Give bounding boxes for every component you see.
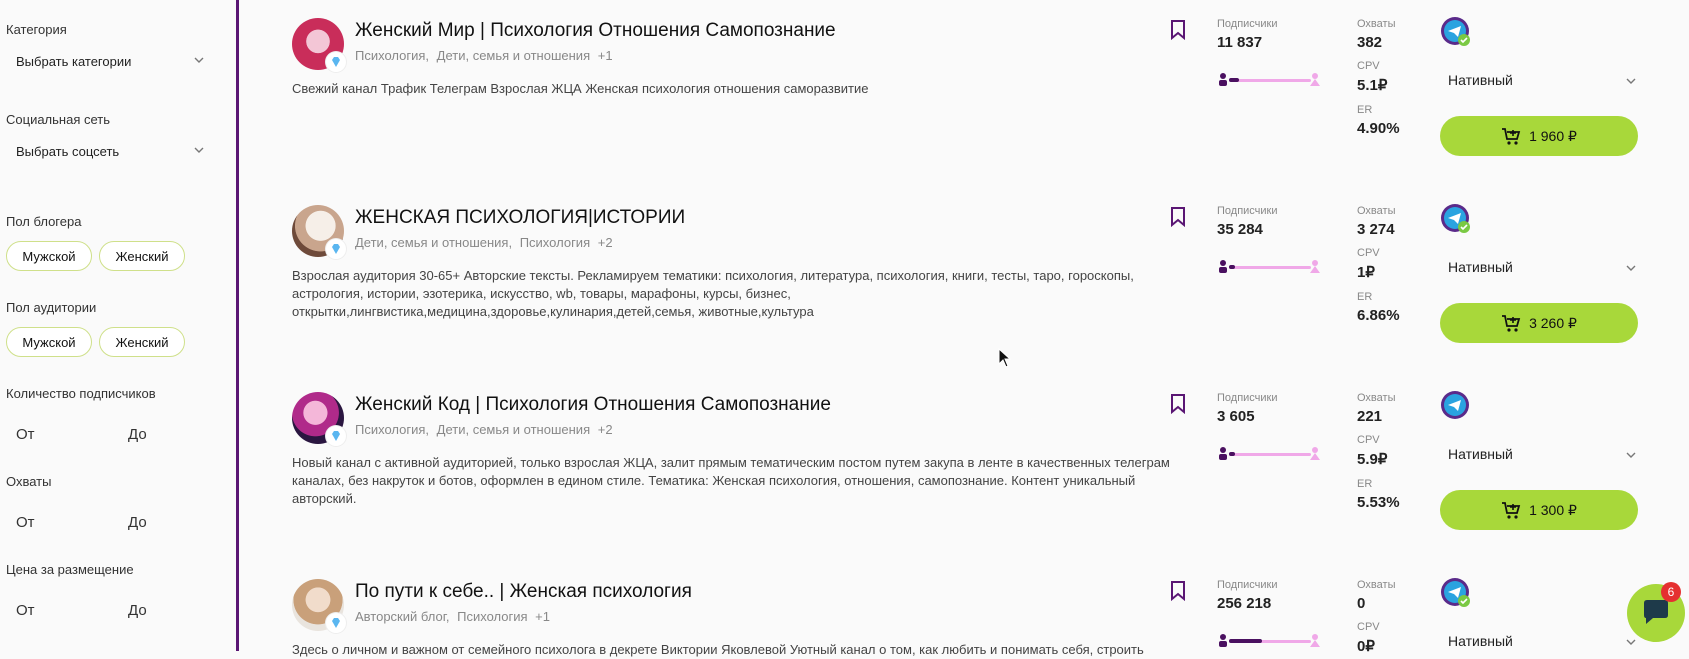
- category-more[interactable]: +2: [597, 235, 613, 250]
- diamond-icon: [326, 426, 346, 446]
- price-value: 3 260 ₽: [1529, 314, 1577, 331]
- audience-gender-bar: [1217, 446, 1321, 460]
- subscribers-value: 256 218: [1217, 595, 1272, 612]
- audience-bar-track: [1229, 266, 1311, 269]
- cpv-label: CPV: [1357, 621, 1380, 633]
- audience-gender-bar: [1217, 633, 1321, 647]
- channel-description: Взрослая аудитория 30-65+ Авторские тексты. Рекламируем тематики: психология, литература, психология, книги, тесты, таро, гороскопы, астрология, истории, эзотерика, искусство, wb, товары, марафоны, курсы, бизнес, открытки,лингвистика,медицина,здоровье,кулинария,детей,семья, животные,культура: [292, 268, 1134, 319]
- add-to-cart-button[interactable]: [1440, 116, 1638, 156]
- reach-filter-label: Охваты: [6, 474, 52, 489]
- format-select[interactable]: [1448, 72, 1638, 88]
- female-icon: [1309, 72, 1321, 86]
- er-value: 6.86%: [1357, 307, 1400, 324]
- subscribers-label: Подписчики: [1217, 392, 1278, 404]
- male-icon: [1217, 72, 1229, 86]
- social-select-value: Выбрать соцсеть: [16, 143, 120, 159]
- category-tag[interactable]: Дети, семья и отношения: [436, 48, 591, 63]
- channel-title[interactable]: По пути к себе.. | Женская психология: [355, 581, 692, 602]
- channel-categories: [355, 422, 617, 437]
- chevron-down-icon: [192, 143, 206, 157]
- category-tag[interactable]: Психология,: [355, 422, 430, 437]
- category-tag[interactable]: Авторский блог,: [355, 609, 450, 624]
- male-icon: [1217, 446, 1229, 460]
- blogger-female-chip[interactable]: Женский: [99, 241, 185, 271]
- reach-value: 221: [1357, 408, 1383, 425]
- avatar[interactable]: [292, 579, 344, 631]
- cpv-value: 1₽: [1357, 264, 1375, 281]
- female-icon: [1309, 446, 1321, 460]
- diamond-icon: [326, 613, 346, 633]
- subscribers-value: 3 605: [1217, 408, 1255, 425]
- audience-bar-track: [1229, 453, 1311, 456]
- mouse-cursor-icon: [998, 348, 1012, 368]
- subscribers-label: Подписчики: [1217, 205, 1278, 217]
- audience-female-chip[interactable]: Женский: [99, 327, 185, 357]
- audience-male-chip[interactable]: Мужской: [6, 327, 92, 357]
- audience-gender-bar: [1217, 72, 1321, 86]
- audience-bar-fill: [1229, 452, 1235, 456]
- er-value: 4.90%: [1357, 120, 1400, 137]
- category-more[interactable]: +2: [597, 422, 613, 437]
- blogger-gender-label: Пол блогера: [6, 214, 82, 229]
- format-select[interactable]: [1448, 633, 1638, 649]
- chevron-down-icon: [1624, 261, 1638, 275]
- audience-gender-bar: [1217, 259, 1321, 273]
- chevron-down-icon: [1624, 74, 1638, 88]
- er-label: ER: [1357, 478, 1373, 490]
- category-label: Категория: [6, 22, 67, 37]
- cpv-label: CPV: [1357, 247, 1380, 259]
- channel-categories: [355, 48, 617, 63]
- telegram-icon: [1440, 390, 1470, 420]
- diamond-icon: [326, 239, 346, 259]
- channel-description: Новый канал с активной аудиторией, только взрослая ЖЦА, залит прямым тематическим постом путем закупа в ленте в качественных телеграм каналах, без накруток и ботов, оформлен в едином стиле. Тематика: Женская психология, отношения, самопознание. Контент уникальный авторский.: [292, 455, 1170, 506]
- avatar[interactable]: [292, 18, 344, 70]
- audience-bar-fill: [1229, 639, 1262, 643]
- category-select-value: Выбрать категории: [16, 53, 132, 69]
- cpv-label: CPV: [1357, 434, 1380, 446]
- category-tag[interactable]: Психология,: [355, 48, 430, 63]
- price-from-input[interactable]: От: [16, 602, 35, 619]
- bookmark-icon[interactable]: [1170, 207, 1186, 227]
- subscribers-from-input[interactable]: От: [16, 426, 35, 443]
- channel-title[interactable]: ЖЕНСКАЯ ПСИХОЛОГИЯ|ИСТОРИИ: [355, 207, 686, 228]
- subscribers-value: 35 284: [1217, 221, 1263, 238]
- add-to-cart-button[interactable]: [1440, 303, 1638, 343]
- subscribers-label: Подписчики: [1217, 579, 1278, 591]
- bookmark-icon[interactable]: [1170, 394, 1186, 414]
- chevron-down-icon: [1624, 635, 1638, 649]
- format-select[interactable]: [1448, 446, 1638, 462]
- telegram-icon: [1440, 203, 1470, 233]
- audience-bar-track: [1229, 79, 1311, 82]
- subscribers-filter-label: Количество подписчиков: [6, 386, 156, 401]
- subscribers-value: 11 837: [1217, 34, 1263, 51]
- social-label: Социальная сеть: [6, 112, 110, 127]
- channel-title[interactable]: Женский Код | Психология Отношения Самопознание: [355, 394, 831, 415]
- reach-label: Охваты: [1357, 579, 1396, 591]
- er-value: 5.53%: [1357, 494, 1400, 511]
- female-icon: [1309, 259, 1321, 273]
- er-label: ER: [1357, 104, 1373, 116]
- category-tag[interactable]: Психология: [457, 609, 528, 624]
- format-value: Нативный: [1448, 72, 1513, 88]
- audience-bar-fill: [1229, 78, 1239, 82]
- category-more[interactable]: +1: [597, 48, 613, 63]
- format-value: Нативный: [1448, 446, 1513, 462]
- sidebar-divider: [236, 0, 239, 651]
- channel-categories: [355, 609, 554, 624]
- chat-icon: [1641, 599, 1671, 627]
- audience-gender-label: Пол аудитории: [6, 300, 97, 315]
- avatar[interactable]: [292, 205, 344, 257]
- reach-from-input[interactable]: От: [16, 514, 35, 531]
- reach-label: Охваты: [1357, 18, 1396, 30]
- audience-bar-fill: [1229, 265, 1235, 269]
- reach-to-input[interactable]: До: [128, 514, 147, 531]
- category-select[interactable]: [6, 44, 216, 78]
- reach-value: 0: [1357, 595, 1366, 612]
- channel-description: Здесь о личном и важном от семейного психолога в декрете Виктории Яковлевой Уютный канал о том, как любить и понимать себя, строить: [292, 642, 1144, 657]
- male-icon: [1217, 633, 1229, 647]
- cart-icon: [1501, 127, 1521, 145]
- reach-label: Охваты: [1357, 205, 1396, 217]
- social-select[interactable]: [6, 134, 216, 168]
- filters-sidebar: [0, 0, 238, 651]
- bookmark-icon[interactable]: [1170, 581, 1186, 601]
- price-to-input[interactable]: До: [128, 602, 147, 619]
- subscribers-label: Подписчики: [1217, 18, 1278, 30]
- support-chat-button[interactable]: [1627, 584, 1685, 642]
- chevron-down-icon: [192, 53, 206, 67]
- price-value: 1 960 ₽: [1529, 127, 1577, 144]
- cart-icon: [1501, 501, 1521, 519]
- price-value: 1 300 ₽: [1529, 501, 1577, 518]
- price-filter-label: Цена за размещение: [6, 562, 134, 577]
- category-tag[interactable]: Дети, семья и отношения: [436, 422, 591, 437]
- format-select[interactable]: [1448, 259, 1638, 275]
- male-icon: [1217, 259, 1229, 273]
- bookmark-icon[interactable]: [1170, 20, 1186, 40]
- avatar[interactable]: [292, 392, 344, 444]
- reach-value: 3 274: [1357, 221, 1395, 238]
- category-tag[interactable]: Психология: [519, 235, 591, 250]
- format-value: Нативный: [1448, 633, 1513, 649]
- cpv-value: 5.1₽: [1357, 77, 1388, 94]
- add-to-cart-button[interactable]: [1440, 490, 1638, 530]
- reach-value: 382: [1357, 34, 1383, 51]
- cpv-value: 0₽: [1357, 638, 1375, 655]
- female-icon: [1309, 633, 1321, 647]
- subscribers-to-input[interactable]: До: [128, 426, 147, 443]
- category-more[interactable]: +1: [535, 609, 550, 624]
- diamond-icon: [326, 52, 346, 72]
- blogger-male-chip[interactable]: Мужской: [6, 241, 92, 271]
- channel-description: Свежий канал Трафик Телеграм Взрослая ЖЦА Женская психология отношения саморазвитие: [292, 81, 869, 96]
- cpv-value: 5.9₽: [1357, 451, 1388, 468]
- telegram-icon: [1440, 16, 1470, 46]
- cart-icon: [1501, 314, 1521, 332]
- reach-label: Охваты: [1357, 392, 1396, 404]
- unread-badge: 6: [1661, 582, 1681, 602]
- telegram-icon: [1440, 577, 1470, 607]
- cpv-label: CPV: [1357, 60, 1380, 72]
- chevron-down-icon: [1624, 448, 1638, 462]
- channel-categories: [355, 235, 617, 250]
- format-value: Нативный: [1448, 259, 1513, 275]
- channel-title[interactable]: Женский Мир | Психология Отношения Самопознание: [355, 20, 836, 41]
- er-label: ER: [1357, 291, 1373, 303]
- category-tag[interactable]: Дети, семья и отношения,: [355, 235, 513, 250]
